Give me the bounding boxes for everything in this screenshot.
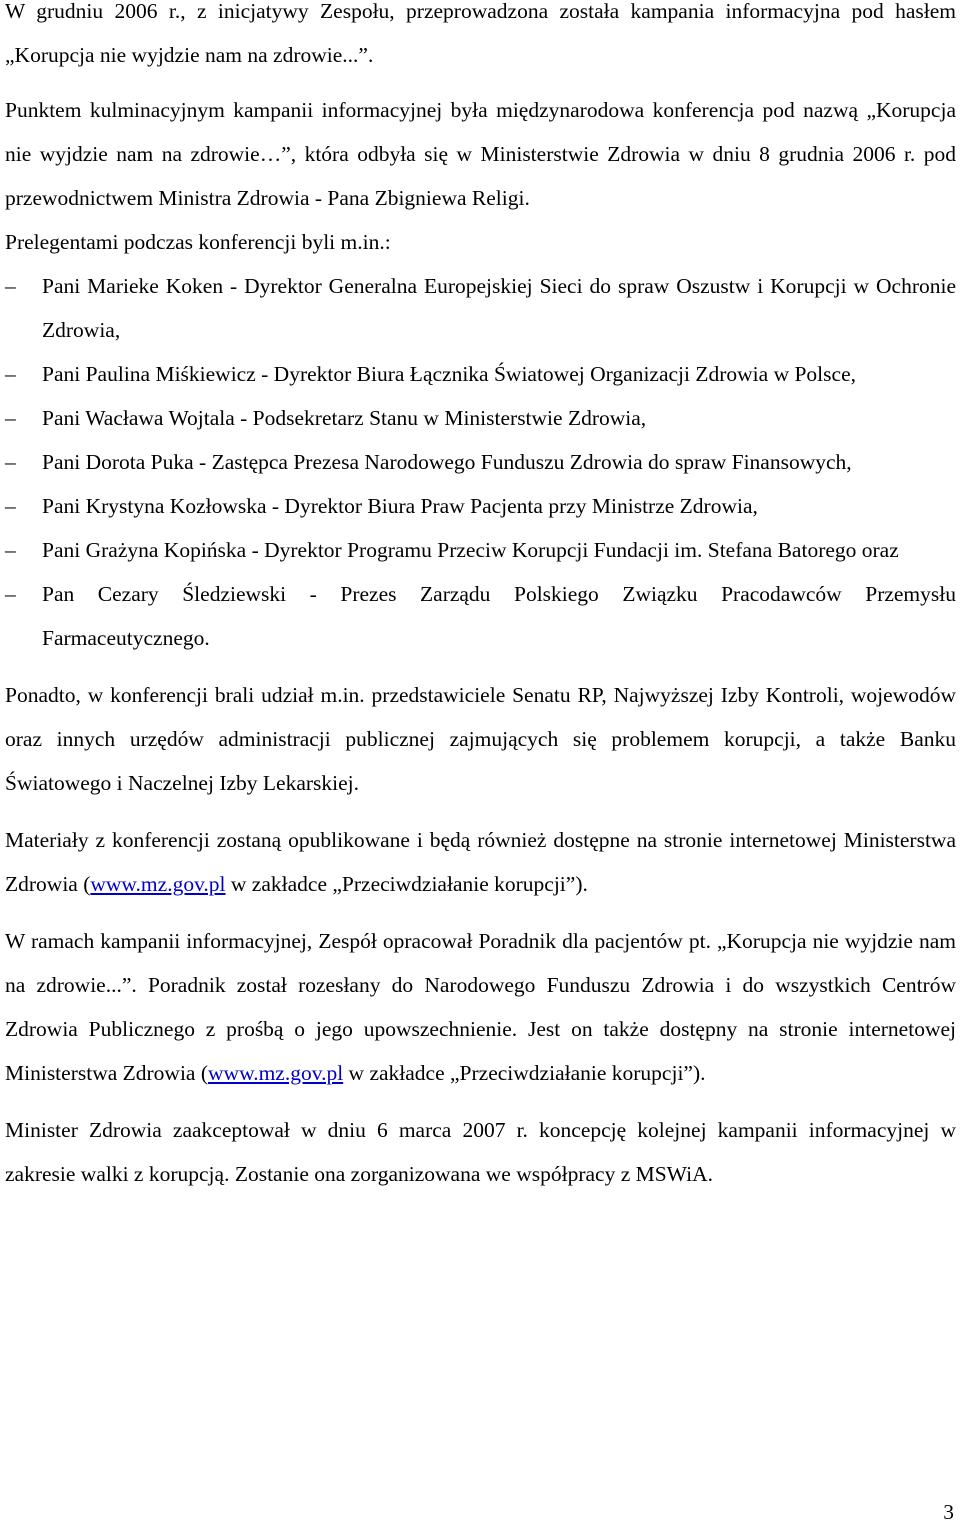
document-page bbox=[5, 0, 956, 1196]
guide-text-end: w zakładce „Przeciwdziałanie korupcji”). bbox=[343, 1061, 706, 1085]
dash-bullet: – bbox=[5, 450, 16, 474]
mz-website-link[interactable]: www.mz.gov.pl bbox=[90, 872, 226, 896]
dash-bullet: – bbox=[5, 362, 16, 386]
dash-bullet: – bbox=[5, 274, 16, 298]
list-item bbox=[5, 528, 956, 572]
dash-bullet: – bbox=[5, 582, 16, 606]
mz-website-link[interactable]: www.mz.gov.pl bbox=[208, 1061, 344, 1085]
dash-bullet: – bbox=[5, 406, 16, 430]
page-number: 3 bbox=[943, 1500, 954, 1524]
dash-bullet: – bbox=[5, 494, 16, 518]
guide-text-start: W ramach kampanii informacyjnej, Zespół opracował Poradnik dla pacjentów pt. „Korupcja nie wyjdzie nam na zdrowie...”. Poradnik został rozesłany do Narodowego Funduszu Zdrowia i do wszystkich Centrów Zdrowia Publicznego z prośbą o jego upowszechnienie. Jest on także dostępny na stronie internetowej Ministerstwa Zdrowia ( bbox=[5, 929, 956, 1085]
materials-text-end: w zakładce „Przeciwdziałanie korupcji”). bbox=[225, 872, 588, 896]
dash-bullet: – bbox=[5, 538, 16, 562]
speakers-list bbox=[5, 264, 956, 660]
speaker-text: Pani Paulina Miśkiewicz - Dyrektor Biura Łącznika Światowej Organizacji Zdrowia w Polsce, bbox=[42, 362, 856, 386]
list-item bbox=[5, 264, 956, 352]
paragraph-speakers-intro: Prelegentami podczas konferencji byli m.in.: bbox=[5, 230, 391, 254]
speaker-text: Pani Krystyna Kozłowska - Dyrektor Biura Praw Pacjenta przy Ministrze Zdrowia, bbox=[42, 494, 758, 518]
paragraph-next-campaign: Minister Zdrowia zaakceptował w dniu 6 marca 2007 r. koncepcję kolejnej kampanii informacyjnej w zakresie walki z korupcją. Zostanie ona zorganizowana we współpracy z MSWiA. bbox=[5, 1118, 956, 1186]
speaker-text: Pani Marieke Koken - Dyrektor Generalna Europejskiej Sieci do spraw Oszustw i Korupcji w Ochronie Zdrowia, bbox=[42, 274, 956, 342]
list-item bbox=[5, 572, 956, 660]
paragraph-campaign: W grudniu 2006 r., z inicjatywy Zespołu, przeprowadzona została kampania informacyjna pod hasłem „Korupcja nie wyjdzie nam na zdrowie...”. bbox=[5, 0, 956, 67]
paragraph-materials bbox=[5, 818, 956, 906]
list-item bbox=[5, 396, 956, 440]
paragraph-guide bbox=[5, 919, 956, 1095]
paragraph-conference: Punktem kulminacyjnym kampanii informacyjnej była międzynarodowa konferencja pod nazwą „Korupcja nie wyjdzie nam na zdrowie…”, która odbyła się w Ministerstwie Zdrowia w dniu 8 grudnia 2006 r. pod przewodnictwem Ministra Zdrowia - Pana Zbigniewa Religi. bbox=[5, 98, 956, 210]
speaker-text: Pani Grażyna Kopińska - Dyrektor Programu Przeciw Korupcji Fundacji im. Stefana Batorego oraz bbox=[42, 538, 899, 562]
speaker-text: Pani Dorota Puka - Zastępca Prezesa Narodowego Funduszu Zdrowia do spraw Finansowych, bbox=[42, 450, 852, 474]
list-item bbox=[5, 352, 956, 396]
speaker-text: Pan Cezary Śledziewski - Prezes Zarządu Polskiego Związku Pracodawców Przemysłu Farmaceutycznego. bbox=[42, 582, 956, 650]
materials-text-start: Materiały z konferencji zostaną opublikowane i będą również dostępne na stronie internetowej Ministerstwa Zdrowia ( bbox=[5, 828, 956, 896]
paragraph-participants: Ponadto, w konferencji brali udział m.in. przedstawiciele Senatu RP, Najwyższej Izby Kontroli, wojewodów oraz innych urzędów administracji publicznej zajmujących się problemem korupcji, a także Banku Światowego i Naczelnej Izby Lekarskiej. bbox=[5, 683, 956, 795]
list-item bbox=[5, 484, 956, 528]
list-item bbox=[5, 440, 956, 484]
speaker-text: Pani Wacława Wojtala - Podsekretarz Stanu w Ministerstwie Zdrowia, bbox=[42, 406, 647, 430]
